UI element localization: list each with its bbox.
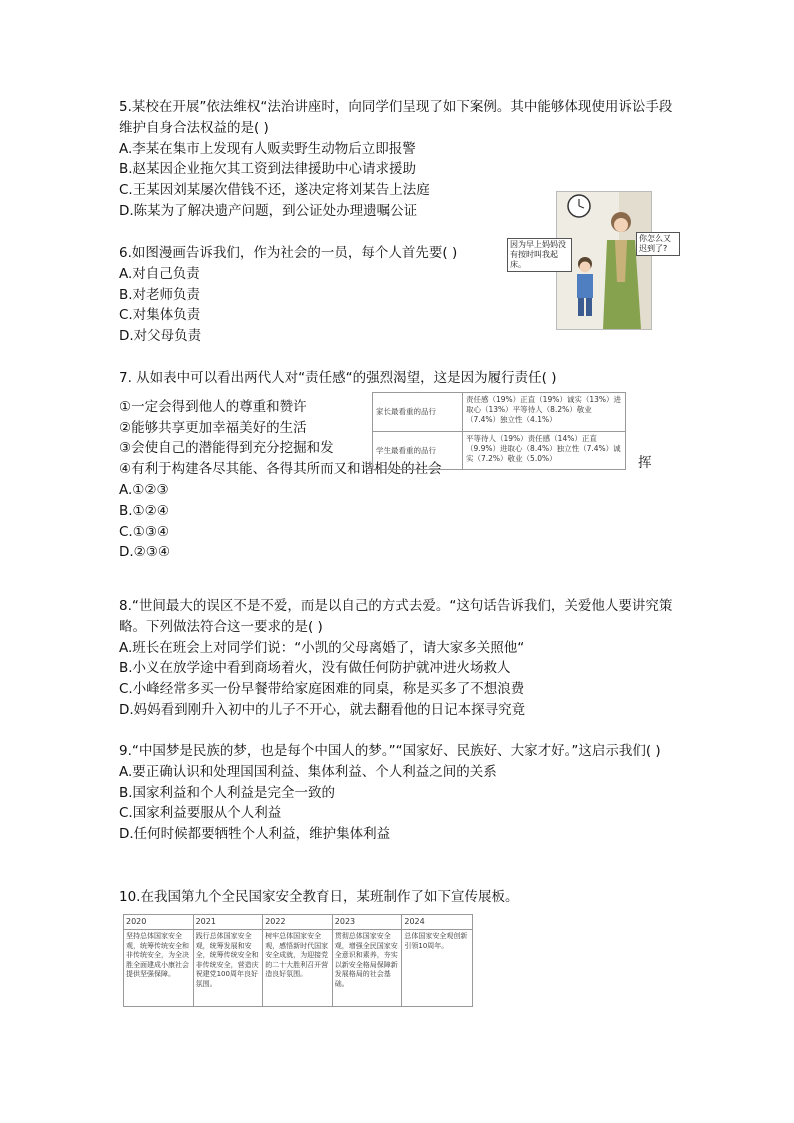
option-d: D.陈某为了解决遗产问题，到公证处办理遗嘱公证 [119,202,418,219]
table-header-cell: 学生最看重的品行 [373,432,463,470]
option-d: D.对父母负责 [119,328,202,345]
statement-2: ②能够共享更加幸福美好的生活 [119,419,307,436]
option-b: B.国家利益和个人利益是完全一致的 [119,784,336,801]
table-row [373,432,625,470]
table-cell: 平等待人（19%）责任感（14%）正直（9.9%）进取心（8.4%）独立性（7.4%）诚实（7.2%）敬业（5.0%） [466,434,621,463]
question-6 [119,243,457,347]
values-table [372,392,626,470]
option-d: D.任何时候都要牺牲个人利益，维护集体利益 [119,826,391,843]
table-cell: 践行总体国家安全观，统筹发展和安全，统筹传统安全和非传统安全，营造庆祝建党100周年良好氛围。 [195,932,259,988]
year-header: 2022 [263,915,332,930]
question-10 [119,887,518,908]
speech-bubble-teacher: 你怎么又迟到了? [636,232,680,256]
speech-bubble-child: 因为早上妈妈没有按时叫我起床。 [507,238,572,272]
year-header: 2024 [402,915,472,930]
propaganda-board-table [123,914,473,1007]
option-c: C.王某因刘某屡次借钱不还，遂决定将刘某告上法庭 [119,182,430,199]
option-a: A.要正确认识和处理国国利益、集体利益、个人利益之间的关系 [119,763,497,780]
statement-3: ③会使自己的潜能得到充分挖掘和发 [119,440,334,457]
table-cell: 总体国家安全观创新引领10周年。 [404,932,468,950]
question-stem: 6.如图漫画告诉我们，作为社会的一员，每个人首先要( ) [119,245,458,261]
option-c: C.①③④ [119,523,170,540]
table-cell: 贯彻总体国家安全观，增强全民国家安全意识和素养，夯实以新安全格局保障新发展格局的社会基础。 [334,932,398,988]
option-a: A.班长在班会上对同学们说：“小凯的父母离婚了，请大家多关照他“ [119,639,525,656]
question-stem: 10.在我国第九个全民国家安全教育日，某班制作了如下宣传展板。 [119,889,519,905]
question-stem: 7. 从如表中可以看出两代人对“责任感“的强烈渴望，这是因为履行责任( ) [119,370,557,386]
option-c: C.对集体负责 [119,307,201,324]
table-column [124,915,194,1006]
option-b: B.赵某因企业拖欠其工资到法律援助中心请求援助 [119,161,417,178]
statement-4: ④有利于构建各尽其能、各得其所而又和谐相处的社会 [119,461,442,478]
table-column [263,915,333,1006]
option-c: C.国家利益要服从个人利益 [119,805,282,822]
question-stem: 5.某校在开展”依法维权“法治讲座时，向同学们呈现了如下案例。其中能够体现使用诉讼手段维护自身合法权益的是( ) [119,99,673,136]
option-a: A.对自己负责 [119,265,200,282]
table-column [402,915,472,1006]
question-8 [119,596,679,721]
table-row [373,393,625,432]
question-stem: 9.“中国梦是民族的梦，也是每个中国人的梦。”“国家好、民族好、大家才好。”这启示我们( ) [119,743,661,759]
table-column [333,915,403,1006]
year-header: 2021 [194,915,263,930]
option-a: A.李某在集市上发现有人贩卖野生动物后立即报警 [119,140,416,157]
option-d: D.妈妈看到刚升入初中的儿子不开心，就去翻看他的日记本探寻究竟 [119,701,526,718]
table-cell: 坚持总体国家安全观，统筹传统安全和非传统安全，为全决胜全面建成小康社会提供坚强保障。 [126,932,189,978]
table-cell: 树牢总体国家安全观，感悟新时代国家安全成就，为迎接党的二十大胜利召开营造良好氛围。 [265,932,329,978]
year-header: 2020 [124,915,193,930]
question-9 [119,741,679,845]
question-stem: 8.“世间最大的误区不是不爱，而是以自己的方式去爱。“这句话告诉我们，关爱他人要讲究策略。下列做法符合这一要求的是( ) [119,598,673,635]
option-c: C.小峰经常多买一份早餐带给家庭困难的同桌，称是买多了不想浪费 [119,681,525,698]
option-b: B.对老师负责 [119,286,201,303]
option-d: D.②③④ [119,544,170,561]
option-a: A.①②③ [119,481,169,498]
statement-3-continuation: 挥 [638,455,652,471]
table-header-cell: 家长最看重的品行 [373,393,463,431]
option-b: B.小义在放学途中看到商场着火，没有做任何防护就冲进火场救人 [119,660,511,677]
option-b: B.①②④ [119,502,169,519]
table-column [194,915,264,1006]
year-header: 2023 [333,915,402,930]
table-cell: 责任感（19%）正直（19%）诚实（13%）进取心（13%）平等待人（8.2%）敬业（7.4%）独立性（4.1%） [466,395,622,424]
statement-1: ①一定会得到他人的尊重和赞许 [119,398,307,415]
